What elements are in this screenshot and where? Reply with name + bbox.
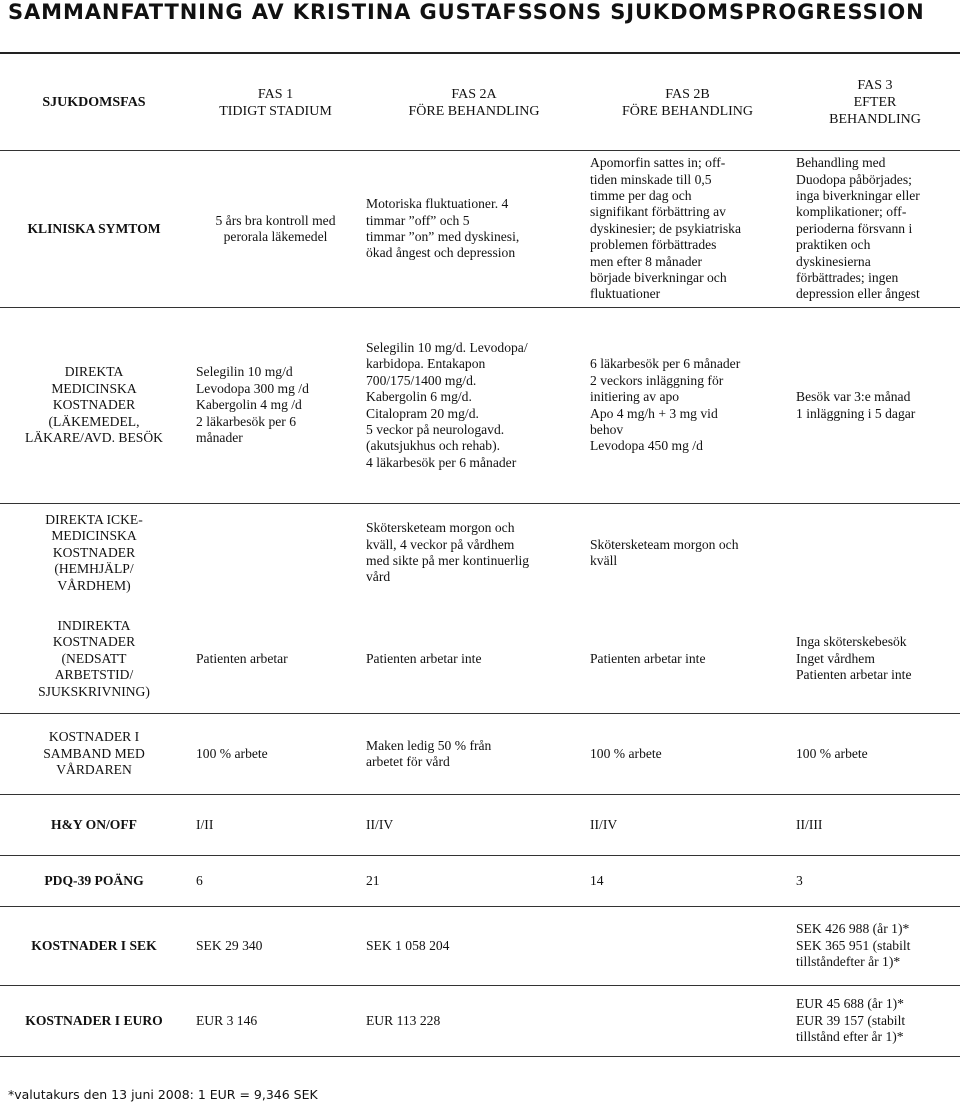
- cell-indirekta-fas2b: Patienten arbetar inte: [590, 650, 706, 666]
- row-label-pdq39: PDQ-39 POÄNG: [44, 872, 144, 888]
- cell-hy-fas2b: II/IV: [590, 816, 618, 832]
- cell-direkta-icke-fas1: [196, 504, 363, 602]
- cell-euro-fas3: EUR 45 688 (år 1)* EUR 39 157 (stabilt tillstånd efter år 1)*: [796, 996, 906, 1045]
- cell-euro-fas2b: [590, 986, 788, 1056]
- title-divider: [0, 52, 960, 54]
- row-label-direkta-icke-medicinska: DIREKTA ICKE- MEDICINSKA KOSTNADER (HEMHJÄLP/ VÅRDHEM): [45, 511, 143, 593]
- row-label-indirekta-kostnader: INDIREKTA KOSTNADER (NEDSATT ARBETSTID/ SJUKSKRIVNING): [38, 617, 150, 699]
- header-fas2b: FAS 2B FÖRE BEHANDLING: [621, 86, 754, 119]
- footnote: *valutakurs den 13 juni 2008: 1 EUR = 9,346 SEK: [8, 1087, 318, 1102]
- cell-direkta-med-fas2a: Selegilin 10 mg/d. Levodopa/ karbidopa. Entakapon 700/175/1400 mg/d. Kabergolin 6 mg/d. Citalopram 20 mg/d. 5 veckor på neurologavd. (akutsjukhus och rehab). 4 läkarbesök per 6 månader: [366, 339, 528, 470]
- cell-pdq-fas2b: 14: [590, 872, 604, 888]
- cell-samband-fas2a: Maken ledig 50 % från arbetet för vård: [366, 737, 492, 769]
- cell-sek-fas2b: [590, 907, 788, 985]
- row-label-kliniska-symtom: KLINISKA SYMTOM: [27, 220, 161, 236]
- page-title: SAMMANFATTNING AV KRISTINA GUSTAFSSONS SJUKDOMSPROGRESSION: [8, 0, 925, 24]
- header-fas2a: FAS 2A FÖRE BEHANDLING: [408, 86, 540, 119]
- cell-indirekta-fas3: Inga sköterskebesök Inget vårdhem Patienten arbetar inte: [796, 634, 912, 683]
- cell-pdq-fas1: 6: [196, 872, 203, 888]
- cell-euro-fas2a: EUR 113 228: [366, 1012, 441, 1028]
- table-bottom-border: [0, 1056, 960, 1057]
- cell-hy-fas3: II/III: [796, 816, 823, 832]
- cell-indirekta-fas2a: Patienten arbetar inte: [366, 650, 482, 666]
- row-label-kostnader-samband: KOSTNADER I SAMBAND MED VÅRDAREN: [43, 729, 145, 778]
- cell-pdq-fas3: 3: [796, 872, 803, 888]
- cell-kliniska-fas1: 5 års bra kontroll med perorala läkemedel: [215, 212, 336, 244]
- cell-sek-fas3: SEK 426 988 (år 1)* SEK 365 951 (stabilt tillståndefter år 1)*: [796, 921, 911, 970]
- cell-sek-fas2a: SEK 1 058 204: [366, 937, 450, 953]
- cell-direkta-icke-fas3: [796, 504, 958, 602]
- cell-direkta-med-fas3: Besök var 3:e månad 1 inläggning i 5 dagar: [796, 389, 916, 421]
- cell-samband-fas1: 100 % arbete: [196, 745, 268, 761]
- row-label-direkta-medicinska: DIREKTA MEDICINSKA KOSTNADER (LÄKEMEDEL, LÄKARE/AVD. BESÖK: [25, 364, 163, 446]
- row-label-kostnader-sek: KOSTNADER I SEK: [31, 937, 157, 953]
- cell-euro-fas1: EUR 3 146: [196, 1012, 258, 1028]
- header-fas3: FAS 3 EFTER BEHANDLING: [829, 78, 921, 127]
- cell-direkta-med-fas2b: 6 läkarbesök per 6 månader 2 veckors inläggning för initiering av apo Apo 4 mg/h + 3 mg vid behov Levodopa 450 mg /d: [590, 356, 741, 454]
- cell-kliniska-fas2b: Apomorfin sattes in; off- tiden minskade till 0,5 timme per dag och signifikant förbättring av dyskinesier; de psykiatriska problemen förbättrades men efter 8 månader började biverkningar och fluktuationer: [590, 155, 742, 302]
- cell-pdq-fas2a: 21: [366, 872, 380, 888]
- cell-hy-fas1: I/II: [196, 816, 214, 832]
- cell-direkta-med-fas1: Selegilin 10 mg/d Levodopa 300 mg /d Kabergolin 4 mg /d 2 läkarbesök per 6 månader: [196, 364, 309, 446]
- cell-hy-fas2a: II/IV: [366, 816, 394, 832]
- cell-indirekta-fas1: Patienten arbetar: [196, 650, 288, 666]
- cell-samband-fas2b: 100 % arbete: [590, 745, 662, 761]
- cell-sek-fas1: SEK 29 340: [196, 937, 263, 953]
- row-label-kostnader-euro: KOSTNADER I EURO: [25, 1012, 163, 1028]
- cell-samband-fas3: 100 % arbete: [796, 745, 868, 761]
- cell-kliniska-fas3: Behandling med Duodopa påbörjades; inga biverkningar eller komplikationer; off- perioderna försvann i praktiken och dyskinesierna förbättrades; ingen depression eller ångest: [796, 155, 920, 302]
- header-fas1: FAS 1 TIDIGT STADIUM: [219, 86, 332, 119]
- row-label-hy: H&Y ON/OFF: [51, 816, 137, 832]
- cell-direkta-icke-fas2b: Skötersketeam morgon och kväll: [590, 536, 739, 568]
- cell-kliniska-fas2a: Motoriska fluktuationer. 4 timmar ”off” och 5 timmar ”on” med dyskinesi, ökad ångest och depression: [366, 196, 520, 261]
- cell-direkta-icke-fas2a: Skötersketeam morgon och kväll, 4 veckor på vårdhem med sikte på mer kontinuerlig vård: [366, 520, 530, 585]
- header-sjukdomsfas: SJUKDOMSFAS: [42, 95, 146, 110]
